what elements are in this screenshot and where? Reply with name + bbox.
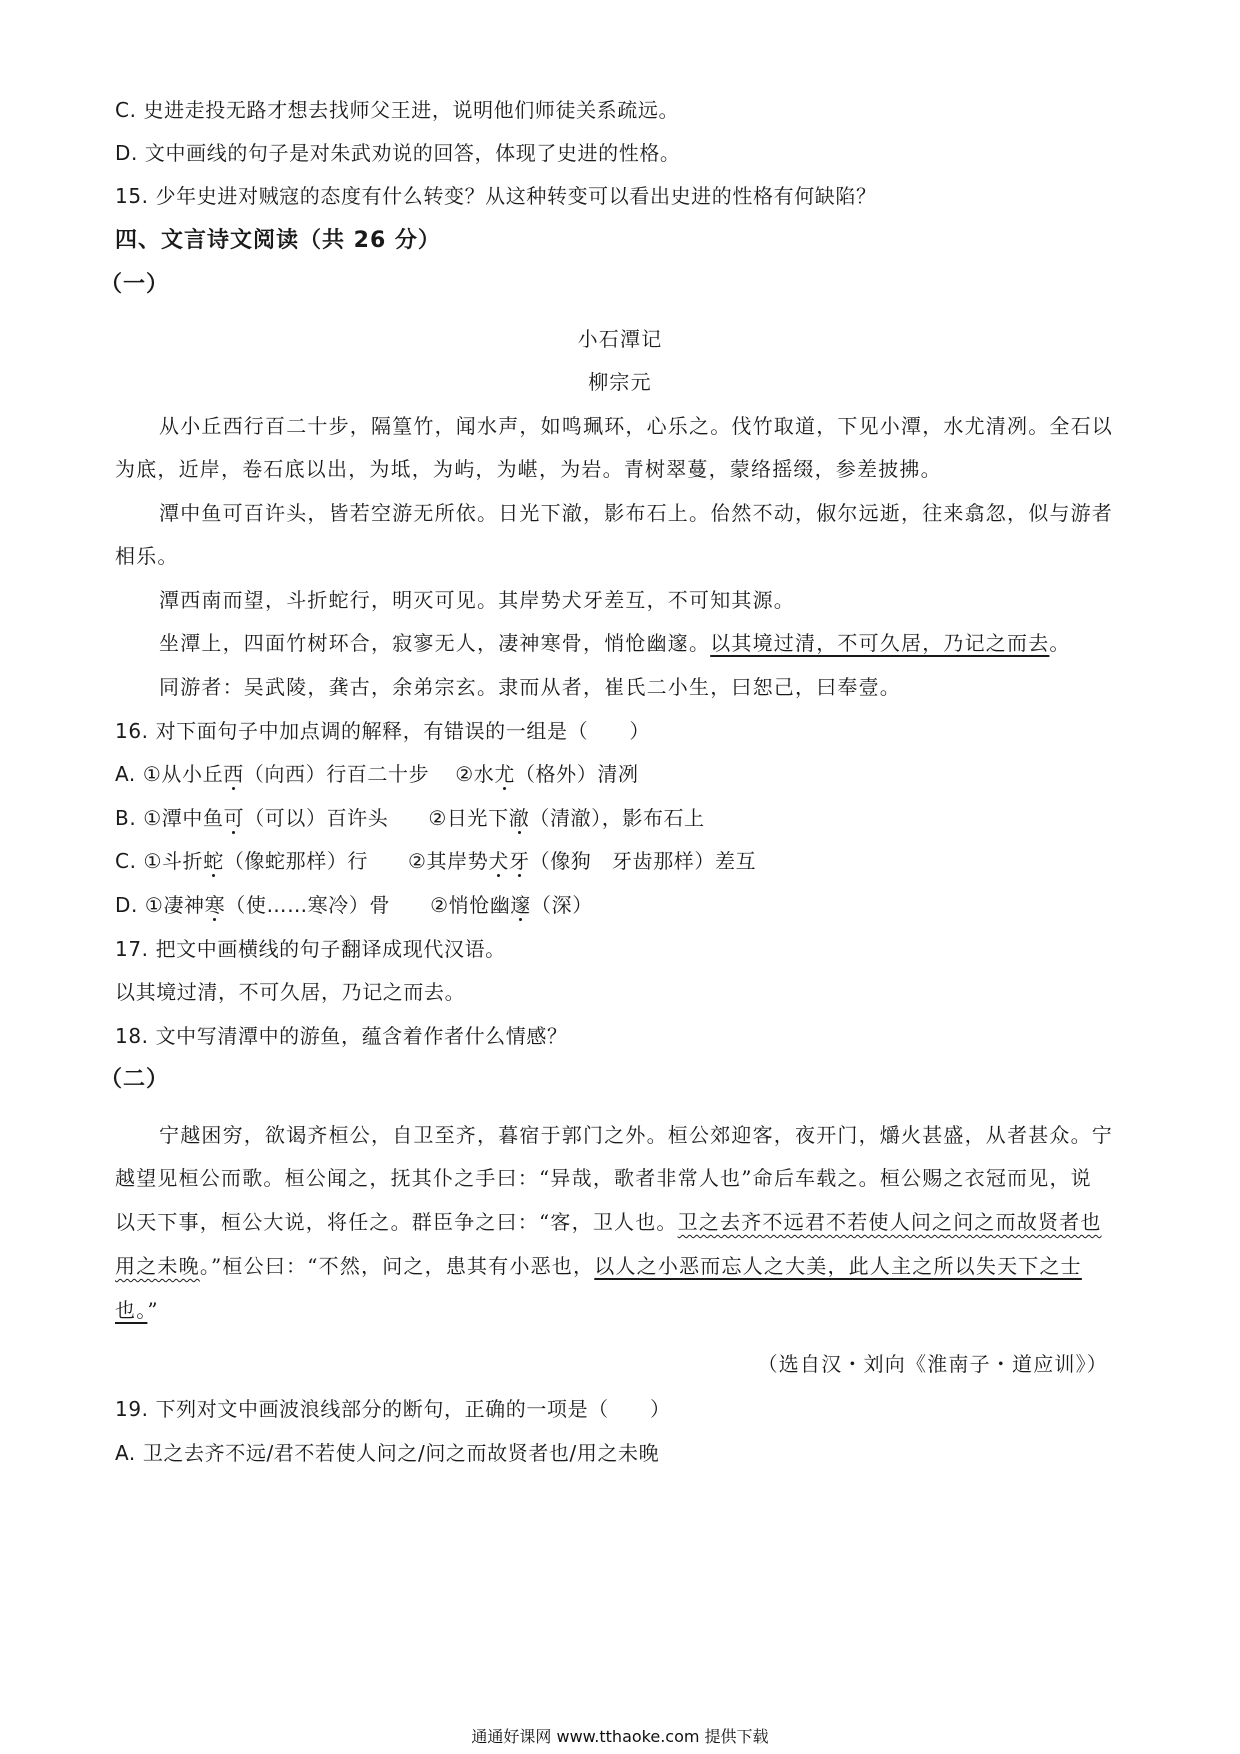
passage1-para4 [115, 628, 1130, 658]
dotted-char: 犬 [488, 849, 509, 873]
passage2-line3 [115, 1207, 1130, 1237]
underlined-sentence: 也。 [115, 1298, 148, 1322]
q16-option-c [115, 846, 1130, 876]
passage2-line5 [115, 1295, 1130, 1325]
option-text: （像蛇那样）行 [223, 849, 369, 873]
option-text: （向西）行百二十步 [243, 762, 430, 786]
passage1-para2-line1: 潭中鱼可百许头，皆若空游无所依。日光下澈，影布石上。佁然不动，俶尔远逝，往来翕忽，似与游者 [159, 501, 1113, 525]
part2-label: （二） [100, 1067, 170, 1092]
dotted-char: 牙 [508, 849, 530, 873]
option-text: C. ①斗折 [115, 849, 204, 873]
option-text: A. ①从小丘 [115, 762, 224, 786]
para4-punct: 。 [1049, 631, 1071, 655]
option-text: （使……寒冷）骨 [225, 893, 391, 917]
dotted-char: 尤 [494, 762, 515, 786]
option-text: ②其岸势 [408, 849, 489, 873]
passage2-line4 [115, 1251, 1130, 1281]
passage2-text: 以天下事，桓公大说，将任之。群臣争之曰：“客，卫人也。 [115, 1210, 678, 1234]
dotted-char: 西 [223, 762, 244, 786]
question-19-stem: 19. 下列对文中画波浪线部分的断句，正确的一项是（ ） [115, 1397, 671, 1421]
poem-title: 小石潭记 [577, 327, 663, 351]
dotted-char: 澈 [508, 806, 530, 830]
page-footer: 通通好课网 www.tthaoke.com 提供下载 [471, 1727, 769, 1746]
section-heading: 四、文言诗文阅读（共 26 分） [115, 228, 441, 253]
passage1-para2-line2: 相乐。 [115, 544, 179, 568]
passage2-text: 。”桓公曰：“不然，问之，患其有小恶也， [199, 1254, 595, 1278]
question-17-stem: 17. 把文中画横线的句子翻译成现代汉语。 [115, 937, 506, 961]
dotted-char: 蛇 [203, 849, 224, 873]
passage1-para3: 潭西南而望，斗折蛇行，明灭可见。其岸势犬牙差互，不可知其源。 [159, 588, 795, 612]
option-text: （格外）清冽 [514, 762, 639, 786]
option-text: D. ①凄神 [115, 893, 205, 917]
question-16-stem: 16. 对下面句子中加点调的解释，有错误的一组是（ ） [115, 719, 650, 743]
q14-option-c: C. 史进走投无路才想去找师父王进，说明他们师徒关系疏远。 [115, 98, 680, 122]
q14-option-d: D. 文中画线的句子是对朱武劝说的回答，体现了史进的性格。 [115, 141, 681, 165]
question-17-sentence: 以其境过清，不可久居，乃记之而去。 [115, 980, 466, 1004]
option-text: B. ①潭中鱼 [115, 806, 224, 830]
underlined-sentence: 以其境过清，不可久居，乃记之而去 [710, 631, 1050, 655]
passage2-text: ” [147, 1298, 159, 1322]
dotted-char: 寒 [204, 893, 226, 917]
q16-option-b [115, 803, 1130, 833]
wavy-underlined-text: 卫之去齐不远君不若使人问之问之而故贤者也 [677, 1210, 1102, 1234]
wavy-underlined-text: 用之未晚 [115, 1254, 200, 1278]
question-15: 15. 少年史进对贼寇的态度有什么转变？从这种转变可以看出史进的性格有何缺陷？ [115, 184, 877, 208]
passage1-para1-line1: 从小丘西行百二十步，隔篁竹，闻水声，如鸣珮环，心乐之。伐竹取道，下见小潭，水尤清冽。全石以 [159, 414, 1113, 438]
option-text: （深） [531, 893, 593, 917]
q19-option-a: A. 卫之去齐不远/君不若使人问之/问之而故贤者也/用之未晚 [115, 1441, 660, 1465]
para4-text: 坐潭上，四面竹树环合，寂寥无人，凄神寒骨，悄怆幽邃。 [159, 631, 711, 655]
q16-option-d [115, 890, 1130, 920]
passage2-line1: 宁越困穷，欲谒齐桓公，自卫至齐，暮宿于郭门之外。桓公郊迎客，夜开门，爝火甚盛，从者甚众。宁 [159, 1123, 1113, 1147]
passage2-line2: 越望见桓公而歌。桓公闻之，抚其仆之手曰：“异哉，歌者非常人也”命后车载之。桓公赐之衣冠而见，说 [115, 1166, 1092, 1190]
dotted-char: 邃 [510, 893, 532, 917]
passage1-para1-line2: 为底，近岸，卷石底以出，为坻，为屿，为嵁，为岩。青树翠蔓，蒙络摇缀，参差披拂。 [115, 457, 942, 481]
question-18: 18. 文中写清潭中的游鱼，蕴含着作者什么情感？ [115, 1024, 568, 1048]
underlined-sentence: 以人之小恶而忘人之大美，此人主之所以失天下之士 [594, 1254, 1082, 1278]
poem-author: 柳宗元 [588, 370, 652, 394]
option-text: ②日光下 [428, 806, 509, 830]
option-text: （像狗 牙齿那样）差互 [529, 849, 757, 873]
passage2-source: （选自汉・刘向《淮南子・道应训》） [757, 1352, 1108, 1376]
passage1-para5: 同游者：吴武陵，龚古，余弟宗玄。隶而从者，崔氏二小生，曰恕己，曰奉壹。 [159, 675, 901, 699]
option-text: （清澈），影布石上 [529, 806, 705, 830]
q16-option-a [115, 759, 1130, 789]
option-text: ②水 [455, 762, 495, 786]
option-text: ②悄怆幽 [430, 893, 511, 917]
dotted-char: 可 [223, 806, 245, 830]
part1-label: （一） [100, 272, 170, 297]
option-text: （可以）百许头 [244, 806, 389, 830]
